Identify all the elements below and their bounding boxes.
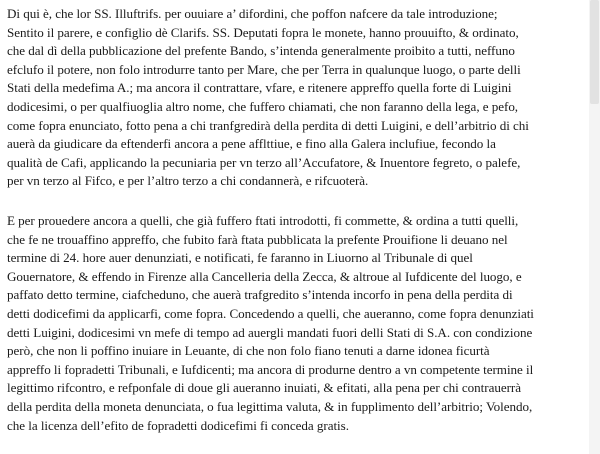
- text-line: Gouernatore, & effendo in Firenze alla Cancelleria della Zecca, & altroue al Iufdicente del luogo, e: [7, 268, 522, 284]
- text-line: efclufo il potere, non folo introdurre tanto per Mare, che per Terra in qualunque luogo, o parte delli: [7, 61, 521, 77]
- text-line: qualità de Cafi, applicando la pecuniaria per vn terzo all’Accufatore, & Inuentore fegreto, o palefe,: [7, 154, 521, 170]
- paragraph-provisions: [7, 212, 534, 435]
- text-line: che la licenza dell’efito de fopradetti dodicefimi fi conceda gratis.: [7, 417, 349, 433]
- text-line: Sentito il parere, e configlio dè Clarifs. SS. Deputati fopra le monete, hanno prouuifto, & ordinato,: [7, 24, 519, 40]
- text-line: legittimo rifcontro, e refponfale di doue gli aueranno inuiati, & efitati, alla pena per chi contrauerrà: [7, 380, 521, 396]
- scrollbar-thumb[interactable]: [590, 0, 599, 104]
- text-line: detti Luigini, dodicesimi vn mefe di tempo ad auergli mandati fuori delli Stati di S.A. con condizione: [7, 324, 533, 340]
- text-line: però, che non li poffino inuiare in Leuante, di che non folo fiano tenuti a darne idonea ficurtà: [7, 343, 490, 359]
- text-line: che dal dì della pubblicazione del prefente Bando, s’intenda generalmente proibito a tutti, neffuno: [7, 43, 515, 59]
- paragraph-prohibition: [7, 5, 529, 191]
- text-line: dodicesimi, o per qualfiuoglia altro nome, che fuffero chiamati, che non faranno della lega, e pefo,: [7, 98, 519, 114]
- text-line: appreffo li fopradetti Tribunali, e Iufdicenti; ma ancora di produrne dentro a vn competente termine il: [7, 361, 534, 377]
- text-line: detti dodicefimi da applicarfi, come fopra. Concedendo a quelli, che aueranno, come fopra denunziati: [7, 305, 534, 321]
- text-line: Di qui è, che lor SS. Illuftrifs. per ouuiare a’ difordini, che poffon nafcere da tale introduzione;: [7, 6, 498, 21]
- text-line: E per prouedere ancora a quelli, che già fuffero ftati introdotti, fi commette, & ordina a tutti quelli,: [7, 213, 519, 228]
- text-line: paffato detto termine, ciafcheduno, che auerà trafgredito s’intenda incorfo in pena della perdita di: [7, 287, 513, 303]
- text-line: Stati della medefima A.; ma ancora il contrattare, vfare, e ritenere appreffo quella forte di Luigini: [7, 80, 512, 96]
- vertical-scrollbar[interactable]: [589, 0, 600, 454]
- text-line: della perdita della moneta denunciata, o fua legittima valuta, & in fupplimento dell’arbitrio; Volendo,: [7, 398, 533, 414]
- text-line: come fopra enunciato, fotto pena a chi tranfgredirà della perdita di detti Luigini, e dell’arbitrio di chi: [7, 117, 529, 133]
- text-line: che fe ne trouaffino appreffo, che fubito farà ftata pubblicata la prefente Prouifione li deuano nel: [7, 231, 508, 247]
- text-line: auerà da giudicare da eftenderfi ancora a pene afflttiue, e fino alla Galera inclufiue, fecondo la: [7, 136, 496, 152]
- text-line: per vn terzo al Fifco, e per l’altro terzo a chi condannerà, e rifcuoterà.: [7, 173, 369, 189]
- text-line: termine di 24. hore auer denunziati, e notificati, fe faranno in Liuorno al Tribunale di quel: [7, 250, 473, 266]
